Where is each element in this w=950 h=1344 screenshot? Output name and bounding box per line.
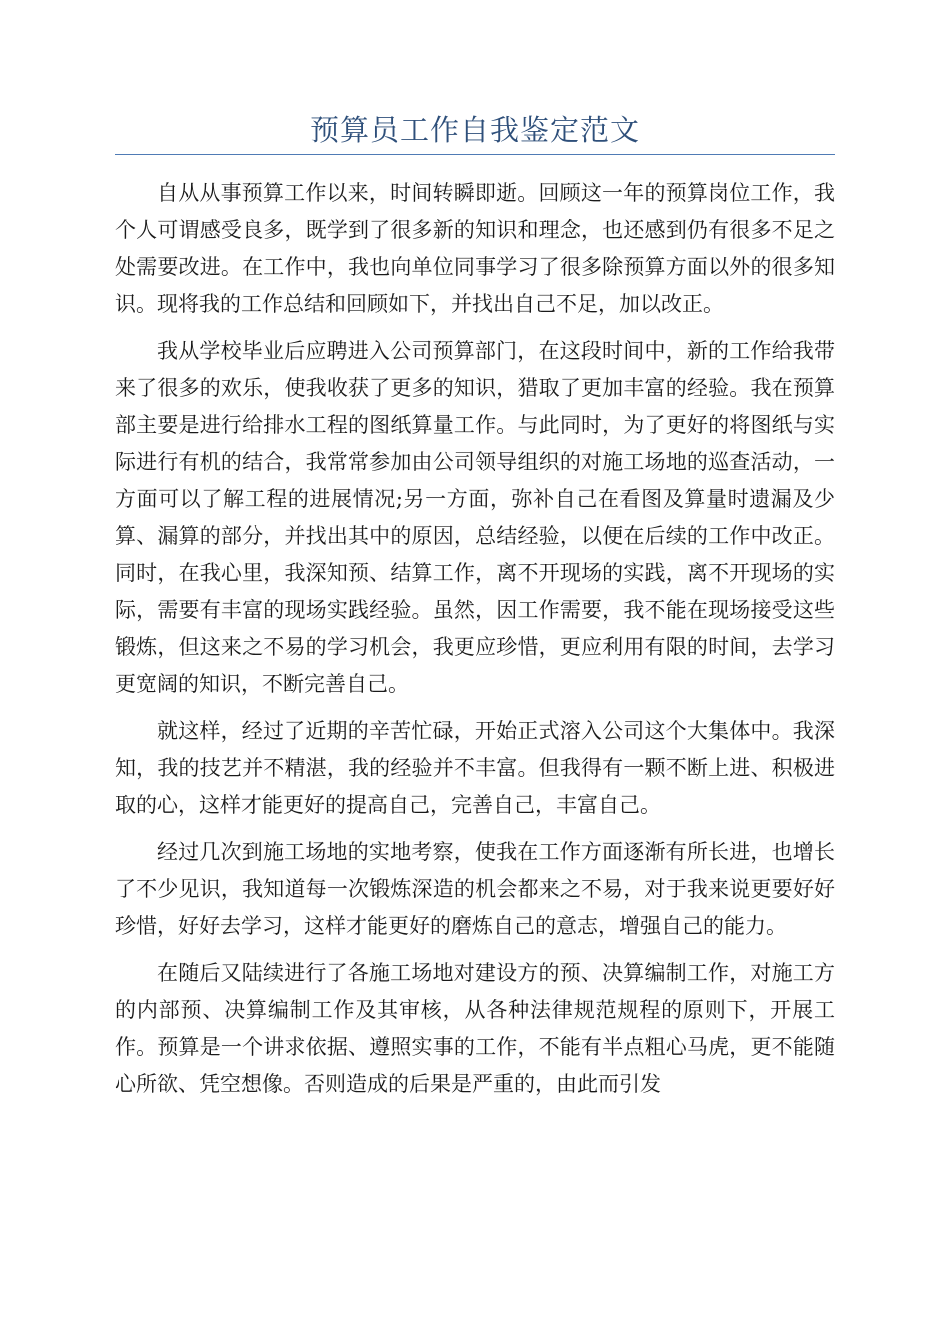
paragraph-2: 我从学校毕业后应聘进入公司预算部门，在这段时间中，新的工作给我带来了很多的欢乐，使我收获了更多的知识，猎取了更加丰富的经验。我在预算部主要是进行给排水工程的图纸算量工作。与此同时，为了更好的将图纸与实际进行有机的结合，我常常参加由公司领导组织的对施工场地的巡查活动，一方面可以了解工程的进展情况;另一方面，弥补自己在看图及算量时遗漏及少算、漏算的部分，并找出其中的原因，总结经验，以便在后续的工作中改正。同时，在我心里，我深知预、结算工作，离不开现场的实践，离不开现场的实际，需要有丰富的现场实践经验。虽然，因工作需要，我不能在现场接受这些锻炼，但这来之不易的学习机会，我更应珍惜，更应利用有限的时间，去学习更宽阔的知识，不断完善自己。 [115,339,835,696]
paragraph-1: 自从从事预算工作以来，时间转瞬即逝。回顾这一年的预算岗位工作，我个人可谓感受良多，既学到了很多新的知识和理念，也还感到仍有很多不足之处需要改进。在工作中，我也向单位同事学习了很多除预算方面以外的很多知识。现将我的工作总结和回顾如下，并找出自己不足，加以改正。 [115,181,835,316]
paragraph-3: 就这样，经过了近期的辛苦忙碌，开始正式溶入公司这个大集体中。我深知，我的技艺并不精湛，我的经验并不丰富。但我得有一颗不断上进、积极进取的心，这样才能更好的提高自己，完善自己，丰富自己。 [115,719,835,817]
document-title: 预算员工作自我鉴定范文 [309,113,640,147]
paragraph-4: 经过几次到施工场地的实地考察，使我在工作方面逐渐有所长进，也增长了不少见识，我知道每一次锻炼深造的机会都来之不易，对于我来说更要好好珍惜，好好去学习，这样才能更好的磨炼自己的意志，增强自己的能力。 [115,840,835,938]
paragraph-5: 在随后又陆续进行了各施工场地对建设方的预、决算编制工作，对施工方的内部预、决算编制工作及其审核，从各种法律规范规程的原则下，开展工作。预算是一个讲求依据、遵照实事的工作，不能有半点粗心马虎，更不能随心所欲、凭空想像。否则造成的后果是严重的，由此而引发 [115,961,835,1096]
title-underline [115,154,835,155]
document-body [115,175,835,1113]
